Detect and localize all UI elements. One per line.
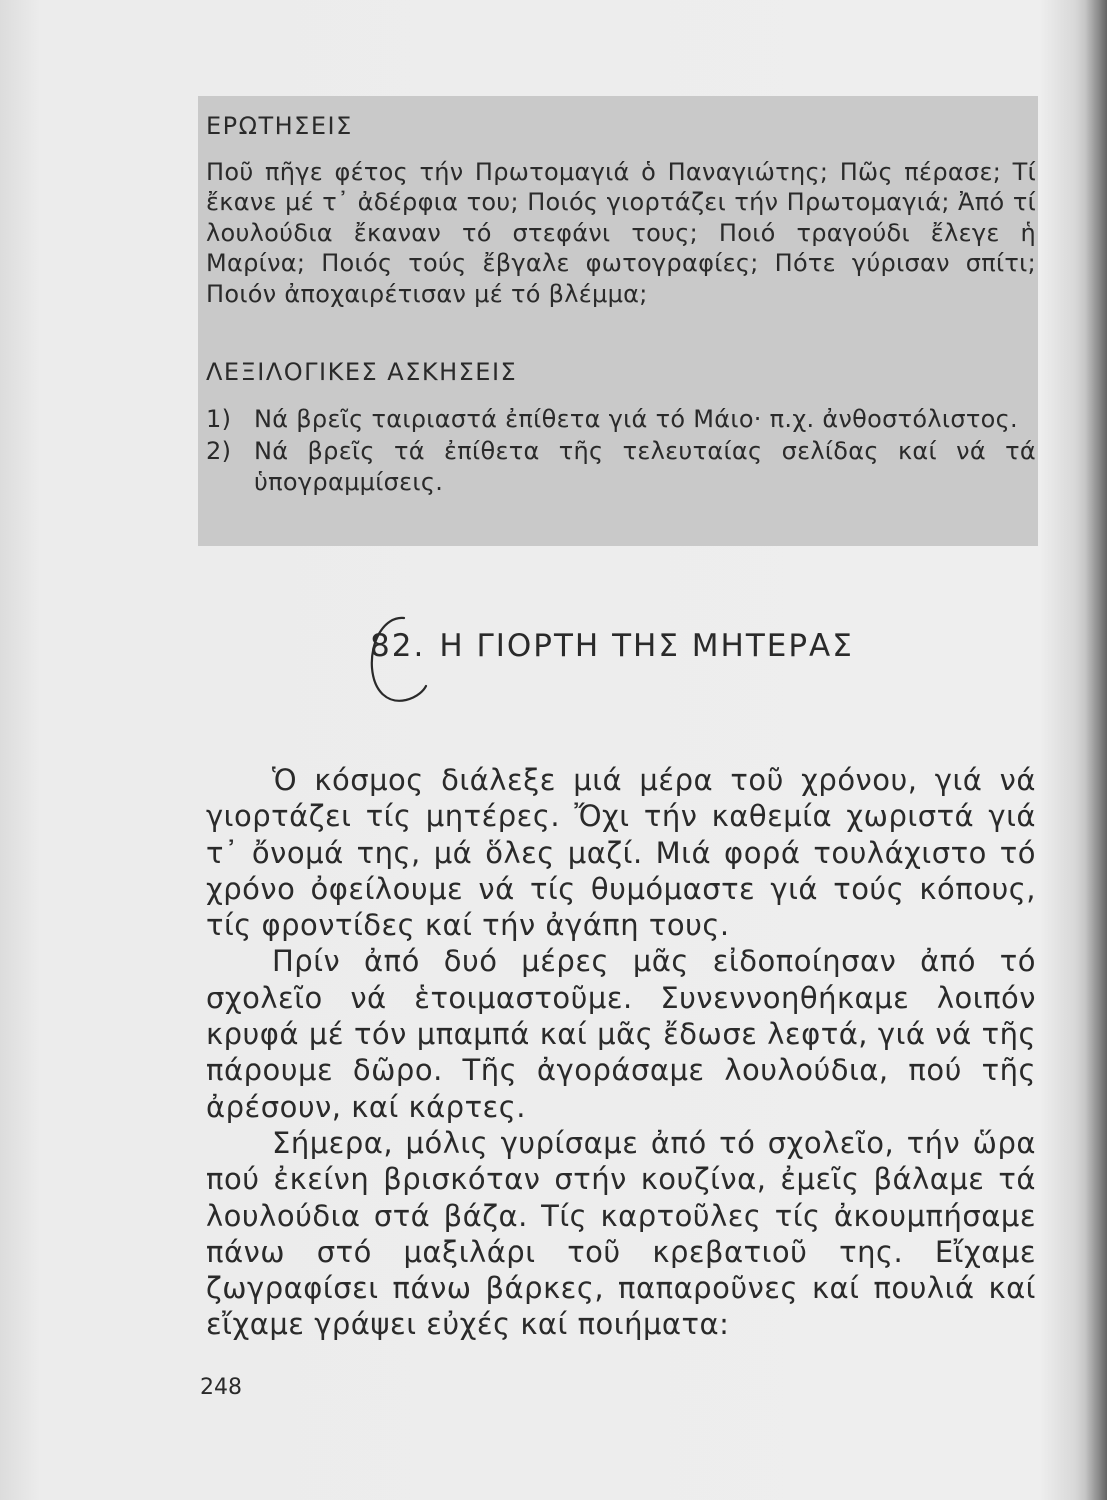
vocabulary-exercises bbox=[206, 404, 1036, 499]
body-paragraph: Σήμερα, μόλις γυρίσαμε ἀπό τό σχολεῖο, τήν ὥρα πού ἐκείνη βρισκόταν στήν κουζίνα, ἐμεῖς βάλαμε τά λουλούδια στά βάζα. Τίς καρτοῦλες τίς ἀκουμπήσαμε πάνω στό μαξιλάρι τοῦ κρεβατιοῦ της. Εἴχαμε ζωγραφίσει πάνω βάρκες, παπαροῦνες καί πουλιά καί εἴχαμε γράψει εὐχές καί ποιήματα: bbox=[206, 1125, 1036, 1342]
page-edge-shadow bbox=[1085, 0, 1107, 1500]
exercise-item bbox=[206, 404, 1036, 434]
exercise-number: 1) bbox=[206, 405, 232, 433]
questions-heading: ΕΡΩΤΗΣΕΙΣ bbox=[206, 112, 353, 140]
body-text bbox=[206, 762, 1036, 1343]
body-paragraph: Πρίν ἀπό δυό μέρες μᾶς εἰδοποίησαν ἀπό τό σχολεῖο νά ἑτοιμαστοῦμε. Συνεννοηθήκαμε λοιπόν κρυφά μέ τόν μπαμπά καί μᾶς ἔδωσε λεφτά, γιά νά τῆς πάρουμε δῶρο. Τῆς ἀγοράσαμε λουλούδια, πού τῆς ἀρέσουν, καί κάρτες. bbox=[206, 944, 1036, 1124]
exercise-number: 2) bbox=[206, 437, 232, 466]
chapter-title bbox=[370, 628, 854, 664]
body-paragraph: Ὁ κόσμος διάλεξε μιά μέρα τοῦ χρόνου, γιά νά γιορτάζει τίς μητέρες. Ὄχι τήν καθεμία χωριστά γιά τ᾽ ὄνομά της, μά ὅλες μαζί. Μιά φορά τουλάχιστο τό χρόνο ὀφείλουμε νά τίς θυμόμαστε γιά τούς κόπους, τίς φροντίδες καί τήν ἀγάπη τους. bbox=[206, 763, 1036, 943]
chapter-title-text: Η ΓΙΟΡΤΗ ΤΗΣ ΜΗΤΕΡΑΣ bbox=[439, 628, 854, 664]
exercise-item bbox=[206, 436, 1036, 497]
exercise-text: Νά βρεῖς ταιριαστά ἐπίθετα γιά τό Μάιο· π.χ. ἀνθοστόλιστος. bbox=[254, 405, 1018, 433]
chapter-number: 82. bbox=[370, 628, 426, 664]
questions-text: Ποῦ πῆγε φέτος τήν Πρωτομαγιά ὁ Παναγιώτης; Πῶς πέρασε; Τί ἔκανε μέ τ᾽ ἀδέρφια του; Ποιός γιορτάζει τήν Πρωτομαγιά; Ἀπό τί λουλούδια ἔκαναν τό στεφάνι τους; Ποιό τραγούδι ἔλεγε ἡ Μαρίνα; Ποιός τούς ἔβγαλε φωτογραφίες; Πότε γύρισαν σπίτι; Ποιόν ἀποχαιρέτισαν μέ τό βλέμμα; bbox=[206, 158, 1036, 308]
page-number: 248 bbox=[200, 1375, 242, 1400]
vocabulary-heading: ΛΕΞΙΛΟΓΙΚΕΣ ΑΣΚΗΣΕΙΣ bbox=[206, 358, 518, 386]
exercise-text: Νά βρεῖς τά ἐπίθετα τῆς τελευταίας σελίδας καί νά τά ὑπογραμμίσεις. bbox=[254, 437, 1036, 496]
